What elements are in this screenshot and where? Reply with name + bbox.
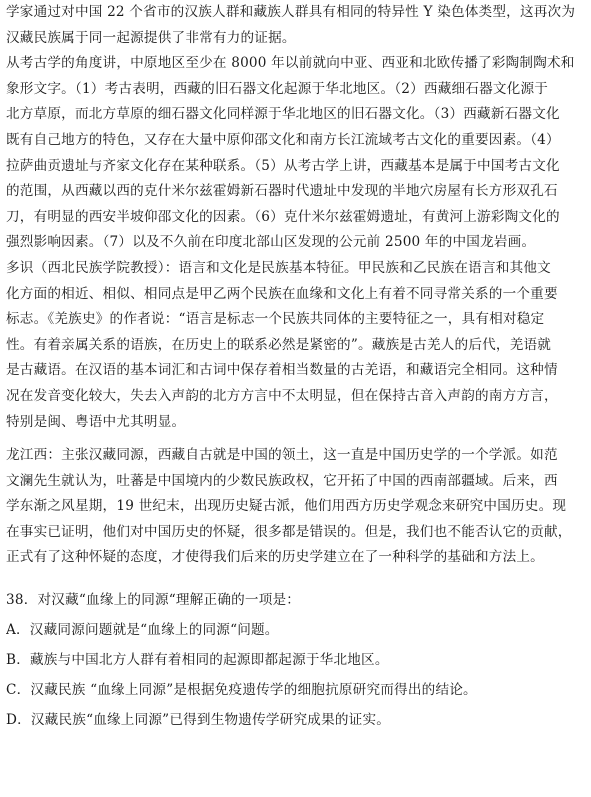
text-line: 学家通过对中国 22 个省市的汉族人群和藏族人群具有相同的特异性 Y 染色体类型，这再次为 bbox=[6, 4, 576, 20]
text-line: 强烈影响因素。（7）以及不久前在印度北部山区发现的公元前 2500 年的中国龙岩画。 bbox=[6, 234, 536, 251]
question-stem: 38．对汉藏“血缘上的同源“理解正确的一项是： bbox=[6, 592, 301, 609]
paragraph-gap bbox=[6, 435, 585, 443]
text-line: 正式有了这种怀疑的态度，才使得我们后来的历史学建立在了一种科学的基础和方法上。 bbox=[6, 549, 544, 566]
text-line: 文澜先生就认为，吐蕃是中国境内的少数民族政权，它开拓了中国的西南部疆域。后来，西 bbox=[6, 472, 558, 489]
section-gap bbox=[6, 571, 585, 585]
text-line: 的范围，从西藏以西的克什米尔兹霍姆新石器时代遗址中发现的半地穴房屋有长方形双孔石 bbox=[6, 183, 558, 200]
option-d: D．汉藏民族“血缘上同源”已得到生物遗传学研究成果的证实。 bbox=[6, 712, 391, 729]
text-line: 是古藏语。在汉语的基本词汇和古词中保存着相当数量的古羌语，和藏语完全相同。这种情 bbox=[6, 362, 558, 379]
text-line: 龙江西：主张汉藏同源，西藏自古就是中国的领土，这一直是中国历史学的一个学派。如范 bbox=[6, 447, 558, 464]
option-c: C．汉藏民族 “血缘上同源”是根据免疫遗传学的细胞抗原研究而得出的结论。 bbox=[6, 682, 477, 699]
text-line: 刀，有明显的西安半坡仰邵文化的因素。（6）克什米尔兹霍姆遗址，有黄河上游彩陶文化的 bbox=[6, 208, 560, 225]
text-line: 既有自己地方的特色，又存在大量中原仰邵文化和南方长江流域考古文化的重要因素。（4） bbox=[6, 131, 560, 148]
question-38 bbox=[6, 585, 585, 735]
text-line: 象形文字。（1）考古表明，西藏的旧石器文化起源于华北地区。（2）西藏细石器文化源于 bbox=[6, 80, 549, 97]
text-line: 汉藏民族属于同一起源提供了非常有力的证据。 bbox=[6, 29, 296, 46]
text-line: 拉萨曲贡遗址与齐家文化存在某种联系。（5）从考古学上讲，西藏基本是属于中国考古文化 bbox=[6, 157, 560, 174]
text-line: 从考古学的角度讲，中原地区至少在 8000 年以前就向中亚、西亚和北欧传播了彩陶制陶术和 bbox=[6, 55, 575, 72]
text-line: 化方面的相近、相似、相同点是甲乙两个民族在血缘和文化上有着不同寻常关系的一个重要 bbox=[6, 285, 558, 302]
option-b: B．藏族与中国北方人群有着相同的起源即都起源于华北地区。 bbox=[6, 652, 389, 669]
text-line: 性。有着亲属关系的语族，在历史上的联系必然是紧密的”。藏族是古羌人的后代，羌语就 bbox=[6, 336, 552, 353]
text-line: 标志。《羌族史》的作者说：“语言是标志一个民族共同体的主要特征之一，具有相对稳定 bbox=[6, 311, 545, 328]
text-line: 多识（西北民族学院教授）：语言和文化是民族基本特征。甲民族和乙民族在语言和其他文 bbox=[6, 259, 551, 276]
text-line: 况在发音变化较大，失去入声韵的北方方言中不太明显，但在保持古音入声韵的南方方言， bbox=[6, 387, 558, 404]
paragraph-intro bbox=[6, 0, 585, 51]
text-line: 北方草原，而北方草原的细石器文化同样源于华北地区的旧石器文化。（3）西藏新石器文化 bbox=[6, 106, 560, 123]
text-line: 在事实已证明，他们对中国历史的怀疑，很多都是错误的。但是，我们也不能否认它的贡献， bbox=[6, 523, 572, 540]
option-a: A．汉藏同源问题就是“血缘上的同源“问题。 bbox=[6, 622, 279, 639]
text-line: 特别是闽、粤语中尤其明显。 bbox=[6, 413, 186, 430]
text-line: 学东渐之风星期，19 世纪末，出现历史疑古派，他们用西方历史学观念来研究中国历史。现 bbox=[6, 498, 567, 515]
paragraph-archaeology bbox=[6, 51, 585, 256]
paragraph-longjiangxi bbox=[6, 443, 585, 571]
paragraph-duoshi bbox=[6, 256, 585, 435]
